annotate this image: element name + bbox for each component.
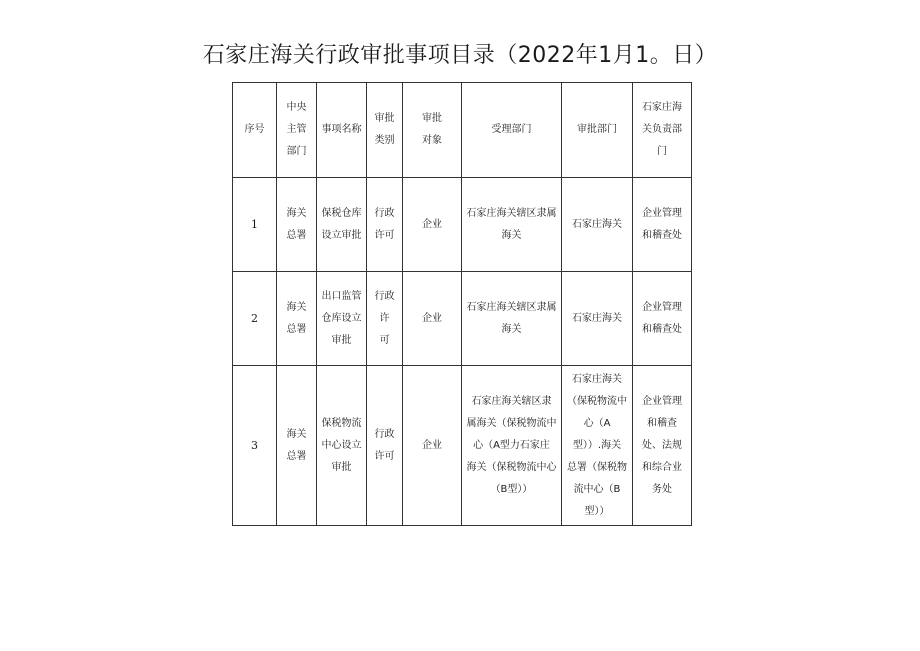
row-item-name: 保税仓库 设立审批 xyxy=(317,178,367,272)
row-accepting-dept: 石家庄海关辖区隶 属海关（保税物流中 心（A型力石家庄 海关（保税物流中心 （B型）） xyxy=(462,366,562,526)
page-title: 石家庄海关行政审批事项目录（2022年1月1。日） xyxy=(202,43,718,68)
table-row xyxy=(233,178,692,272)
header-cell-accepting-dept: 受理部门 xyxy=(462,83,562,178)
row-central-dept: 海关 总署 xyxy=(277,366,317,526)
row-approval-target: 企业 xyxy=(403,178,462,272)
row-accepting-dept: 石家庄海关辖区隶属 海关 xyxy=(462,272,562,366)
row-approval-type: 行政 许可 xyxy=(367,366,403,526)
row-item-name: 保税物流 中心设立 审批 xyxy=(317,366,367,526)
row-index: 1 xyxy=(233,178,277,272)
row-central-dept: 海关 总署 xyxy=(277,178,317,272)
row-approving-dept: 石家庄海关 xyxy=(562,272,633,366)
row-index: 2 xyxy=(233,272,277,366)
row-approval-type: 行政 许可 xyxy=(367,178,403,272)
row-responsible-dept: 企业管理 和稽查 处、法规 和综合业 务处 xyxy=(633,366,692,526)
row-approval-target: 企业 xyxy=(403,272,462,366)
table-header-row xyxy=(233,83,692,178)
approval-items-table xyxy=(232,82,692,526)
row-responsible-dept: 企业管理 和稽查处 xyxy=(633,272,692,366)
header-cell-index: 序号 xyxy=(233,83,277,178)
header-cell-central-dept: 中央 主管 部门 xyxy=(277,83,317,178)
row-approval-type: 行政 许 可 xyxy=(367,272,403,366)
header-cell-approving-dept: 审批部门 xyxy=(562,83,633,178)
row-accepting-dept: 石家庄海关辖区隶属 海关 xyxy=(462,178,562,272)
header-cell-item-name: 事项名称 xyxy=(317,83,367,178)
header-cell-approval-target: 审批 对象 xyxy=(403,83,462,178)
row-index: 3 xyxy=(233,366,277,526)
header-cell-responsible-dept: 石家庄海 关负责部 门 xyxy=(633,83,692,178)
row-approving-dept: 石家庄海关 xyxy=(562,178,633,272)
table-row xyxy=(233,272,692,366)
row-central-dept: 海关 总署 xyxy=(277,272,317,366)
row-approval-target: 企业 xyxy=(403,366,462,526)
header-cell-approval-type: 审批 类别 xyxy=(367,83,403,178)
row-approving-dept: 石家庄海关 （保税物流中 心（A 型））.海关 总署（保税物 流中心（B 型）） xyxy=(562,366,633,526)
row-responsible-dept: 企业管理 和稽查处 xyxy=(633,178,692,272)
row-item-name: 出口监管 仓库设立 审批 xyxy=(317,272,367,366)
table-row xyxy=(233,366,692,526)
